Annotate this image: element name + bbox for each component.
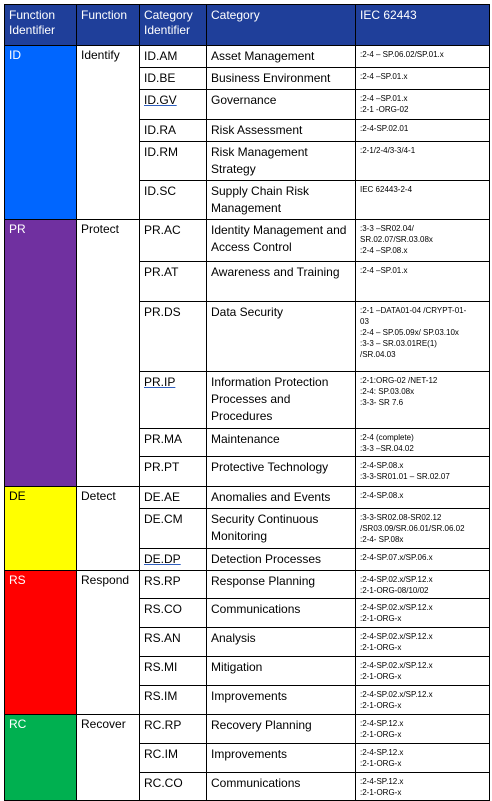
category-identifier-cell: RS.RP	[140, 571, 207, 599]
iec-reference-cell	[356, 686, 490, 715]
category-name-cell: Identity Management and Access Control	[207, 220, 356, 262]
iec-reference-line: :2-4-SP.12.x	[360, 748, 404, 757]
category-identifier-cell: ID.RA	[140, 120, 207, 142]
category-identifier-cell: RS.IM	[140, 686, 207, 715]
iec-reference-line: :2-4-SP.12.x	[360, 777, 404, 786]
category-identifier-cell: PR.MA	[140, 429, 207, 457]
category-name-cell: Supply Chain Risk Management	[207, 181, 356, 220]
iec-reference-line: :2-4-SP.02.x/SP.12.x	[360, 575, 433, 584]
category-name-cell: Improvements	[207, 744, 356, 773]
function-name-cell: Protect	[77, 220, 140, 487]
iec-reference-line: :2-4-SP.12.x	[360, 719, 404, 728]
category-identifier-cell: DE.CM	[140, 509, 207, 549]
header-category: Category	[207, 5, 356, 46]
iec-reference-line: /SR.04.03	[360, 350, 396, 359]
iec-reference-line: :3-3 –SR02.04/	[360, 224, 414, 233]
iec-reference-line: :2-4 –SP.01.x	[360, 94, 408, 103]
category-identifier-cell: PR.PT	[140, 457, 207, 487]
iec-reference-cell	[356, 262, 490, 302]
category-identifier-cell: ID.RM	[140, 142, 207, 181]
category-name-cell: Awareness and Training	[207, 262, 356, 302]
iec-reference-line: :2-4 –SP.01.x	[360, 266, 408, 275]
function-name-cell: Identify	[77, 46, 140, 220]
header-category-identifier: Category Identifier	[140, 5, 207, 46]
category-name-cell: Improvements	[207, 686, 356, 715]
category-name-cell: Business Environment	[207, 68, 356, 90]
iec-reference-line: :2-1 –DATA01-04 /CRYPT-01-	[360, 306, 467, 315]
iec-reference-line: /SR03.09/SR.06.01/SR.06.02	[360, 524, 465, 533]
category-identifier-cell: RC.IM	[140, 744, 207, 773]
category-identifier-cell: PR.AT	[140, 262, 207, 302]
iec-reference-line: :3-3-SR01.01 – SR.02.07	[360, 472, 450, 481]
iec-reference-cell	[356, 120, 490, 142]
category-identifier-cell: DE.DP	[140, 549, 207, 571]
header-function-identifier: Function Identifier	[5, 5, 77, 46]
iec-reference-cell	[356, 302, 490, 372]
table-row	[5, 715, 490, 744]
iec-reference-line: :2-1 -ORG-02	[360, 105, 409, 114]
function-identifier-cell: RC	[5, 715, 77, 801]
iec-reference-cell	[356, 429, 490, 457]
function-identifier-cell: ID	[5, 46, 77, 220]
function-identifier-cell: DE	[5, 487, 77, 571]
category-identifier-cell: DE.AE	[140, 487, 207, 509]
function-name-cell: Detect	[77, 487, 140, 571]
category-name-cell: Asset Management	[207, 46, 356, 68]
category-name-cell: Protective Technology	[207, 457, 356, 487]
iec-reference-cell	[356, 549, 490, 571]
iec-reference-line: :2-4-SP.02.01	[360, 124, 409, 133]
table-body	[5, 46, 490, 801]
iec-reference-line: :2-4 –SP.08.x	[360, 246, 408, 255]
category-identifier-cell: RS.MI	[140, 657, 207, 686]
iec-reference-cell	[356, 599, 490, 628]
iec-reference-cell	[356, 657, 490, 686]
iec-reference-line: :2-4-SP.08.x	[360, 491, 404, 500]
iec-reference-line: :2-4-SP.02.x/SP.12.x	[360, 690, 433, 699]
iec-reference-line: :2-1-ORG-08/10/02	[360, 586, 429, 595]
iec-reference-cell	[356, 90, 490, 120]
category-name-cell: Data Security	[207, 302, 356, 372]
iec-reference-line: :2-4 – SP.05.09x/ SP.03.10x	[360, 328, 459, 337]
iec-reference-line: :2-4: SP.03.08x	[360, 387, 415, 396]
category-identifier-cell: ID.BE	[140, 68, 207, 90]
iec-reference-line: :2-1-ORG-x	[360, 701, 402, 710]
iec-reference-line: :2-1-ORG-x	[360, 672, 402, 681]
table-row	[5, 487, 490, 509]
function-identifier-cell: PR	[5, 220, 77, 487]
iec-reference-line: :2-4 –SP.01.x	[360, 72, 408, 81]
iec-reference-line: :3-3-SR02.08-SR02.12	[360, 513, 442, 522]
category-identifier-cell: ID.AM	[140, 46, 207, 68]
iec-reference-cell	[356, 68, 490, 90]
category-identifier-cell: RS.AN	[140, 628, 207, 657]
iec-reference-line: SR.02.07/SR.03.08x	[360, 235, 433, 244]
category-identifier-cell: RS.CO	[140, 599, 207, 628]
category-name-cell: Communications	[207, 599, 356, 628]
category-name-cell: Communications	[207, 773, 356, 801]
iec-reference-line: :2-1-ORG-x	[360, 643, 402, 652]
iec-reference-line: :2-4 (complete)	[360, 433, 414, 442]
function-name-cell: Respond	[77, 571, 140, 715]
iec-reference-cell	[356, 142, 490, 181]
iec-reference-line: :2-1-ORG-x	[360, 759, 402, 768]
iec-reference-line: :2-4- SP.08x	[360, 535, 404, 544]
iec-reference-cell	[356, 181, 490, 220]
iec-reference-line: :2-4-SP.08.x	[360, 461, 404, 470]
iec-reference-line: :2-4-SP.07.x/SP.06.x	[360, 553, 433, 562]
category-identifier-cell: ID.GV	[140, 90, 207, 120]
iec-reference-cell	[356, 628, 490, 657]
iec-reference-cell	[356, 220, 490, 262]
category-name-cell: Detection Processes	[207, 549, 356, 571]
category-name-cell: Response Planning	[207, 571, 356, 599]
category-identifier-cell: ID.SC	[140, 181, 207, 220]
iec-reference-cell	[356, 571, 490, 599]
category-name-cell: Risk Assessment	[207, 120, 356, 142]
csf-iec-mapping-table	[4, 4, 490, 801]
iec-reference-cell	[356, 46, 490, 68]
iec-reference-cell	[356, 457, 490, 487]
iec-reference-line: 03	[360, 317, 369, 326]
table-row	[5, 46, 490, 68]
header-function: Function	[77, 5, 140, 46]
iec-reference-line: :2-4 – SP.06.02/SP.01.x	[360, 50, 444, 59]
iec-reference-cell	[356, 744, 490, 773]
header-iec-62443: IEC 62443	[356, 5, 490, 46]
iec-reference-line: :2-4-SP.02.x/SP.12.x	[360, 661, 433, 670]
iec-reference-line: :2-1:ORG-02 /NET-12	[360, 376, 438, 385]
iec-reference-line: :2-1/2-4/3-3/4-1	[360, 146, 416, 155]
category-name-cell: Analysis	[207, 628, 356, 657]
iec-reference-line: :3-3 –SR.04.02	[360, 444, 414, 453]
category-name-cell: Maintenance	[207, 429, 356, 457]
category-name-cell: Anomalies and Events	[207, 487, 356, 509]
iec-reference-line: :3-3- SR 7.6	[360, 398, 404, 407]
iec-reference-line: IEC 62443-2-4	[360, 185, 413, 194]
table-row	[5, 220, 490, 262]
table-row	[5, 571, 490, 599]
iec-reference-line: :2-1-ORG-x	[360, 730, 402, 739]
category-name-cell: Recovery Planning	[207, 715, 356, 744]
iec-reference-line: :2-1-ORG-x	[360, 614, 402, 623]
category-identifier-cell: PR.AC	[140, 220, 207, 262]
category-identifier-cell: RC.RP	[140, 715, 207, 744]
category-identifier-cell: PR.IP	[140, 372, 207, 429]
function-identifier-cell: RS	[5, 571, 77, 715]
category-identifier-cell: PR.DS	[140, 302, 207, 372]
iec-reference-cell	[356, 509, 490, 549]
iec-reference-line: :2-4-SP.02.x/SP.12.x	[360, 603, 433, 612]
iec-reference-cell	[356, 372, 490, 429]
category-name-cell: Mitigation	[207, 657, 356, 686]
category-name-cell: Information Protection Processes and Procedures	[207, 372, 356, 429]
iec-reference-line: :2-1-ORG-x	[360, 788, 402, 797]
iec-reference-line: :3-3 – SR.03.01RE(1)	[360, 339, 437, 348]
iec-reference-cell	[356, 715, 490, 744]
category-identifier-cell: RC.CO	[140, 773, 207, 801]
category-name-cell: Risk Management Strategy	[207, 142, 356, 181]
function-name-cell: Recover	[77, 715, 140, 801]
category-name-cell: Security Continuous Monitoring	[207, 509, 356, 549]
iec-reference-cell	[356, 487, 490, 509]
category-name-cell: Governance	[207, 90, 356, 120]
iec-reference-line: :2-4-SP.02.x/SP.12.x	[360, 632, 433, 641]
header-row	[5, 5, 490, 46]
